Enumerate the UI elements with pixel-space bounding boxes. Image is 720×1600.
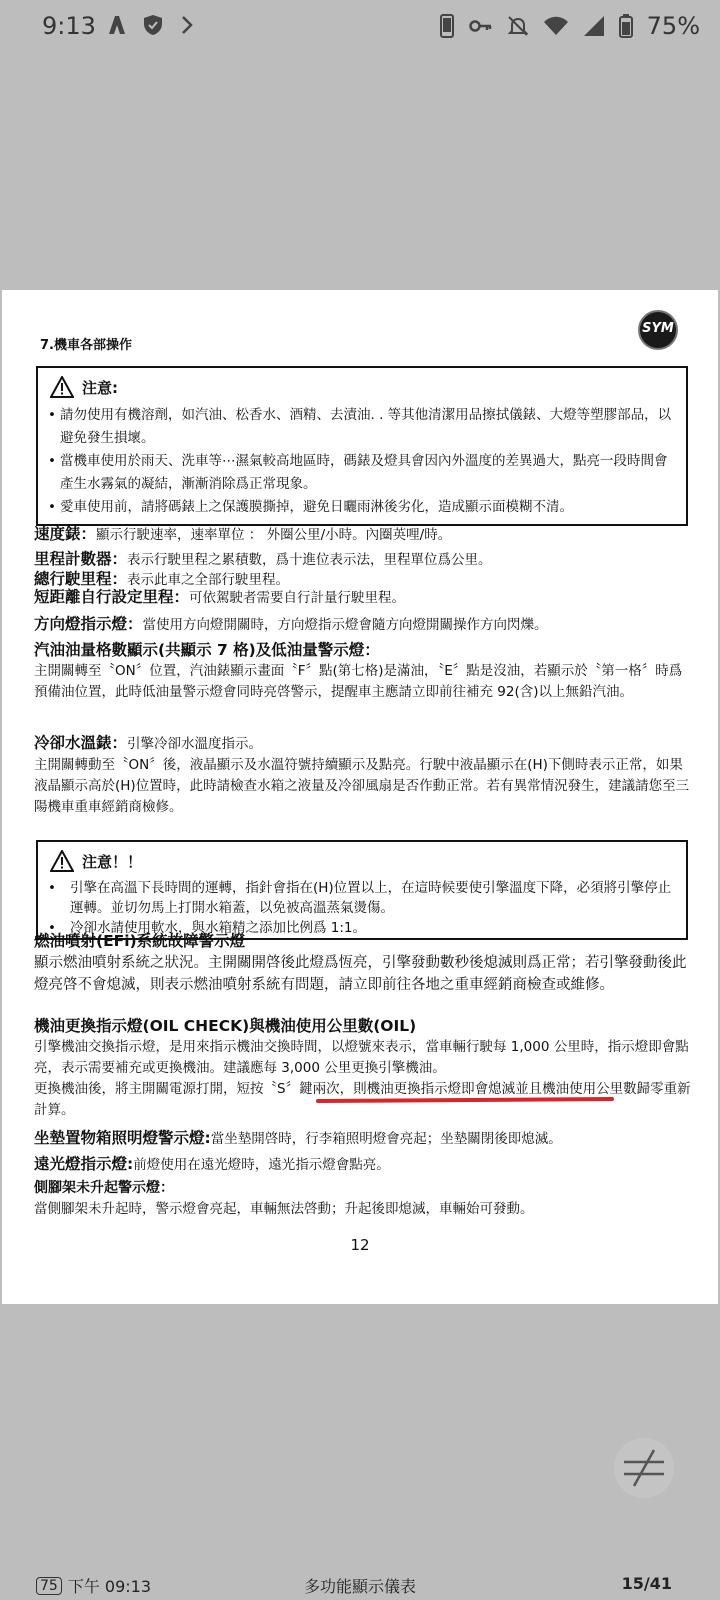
caution-title: 注意:	[50, 376, 676, 398]
caution-item: • 引擎在高溫下長時間的運轉，指針會指在(H)位置以上，在這時候要使引擎溫度下降，必須將引擎停止運轉。並切勿馬上打開水箱蓋，以免被高溫蒸氣燙傷。	[48, 878, 676, 918]
chapter-title: 7.機車各部操作	[40, 338, 132, 353]
shield-icon	[142, 14, 164, 36]
total-mileage-section: 總行駛里程：表示此車之全部行駛里程。	[34, 570, 290, 588]
caution-title-2: 注意！！	[50, 850, 676, 872]
status-time: 9:13	[42, 12, 96, 40]
side-stand-section: 側腳架未升起警示燈： 當側腳架未升起時，警示燈會亮起，車輛無法啓動；升起後即熄滅，車輛始可發動。	[34, 1178, 694, 1220]
speedometer-section: 速度錶：顯示行駛速率，速率單位 ： 外圈公里/小時。內圈英哩/時。	[34, 525, 452, 543]
caution-item: • 愛車使用前，請將碼錶上之保護膜撕掉，避免日曬雨淋後劣化，造成顯示面模糊不清。	[48, 496, 676, 519]
caution-item: • 冷卻水請使用軟水，與水箱精之添加比例爲 1:1。	[48, 918, 676, 938]
turn-indicator-section: 方向燈指示燈：當使用方向燈開關時，方向燈指示燈會隨方向燈開關操作方向閃爍。	[34, 615, 548, 633]
document-page	[2, 290, 718, 1304]
navigation-icon	[106, 14, 128, 36]
fuel-text: 主開關轉至〝ON〞位置，汽油錶顯示畫面〝F〞點(第七格)是滿油，〝E〞點是沒油，若顯示於〝第一格〞時爲預備油位置，此時低油量警示燈會同時亮啓警示，提醒車主應請立即前往補充 92(含)以上無鉛汽油。	[34, 663, 683, 700]
caution-item: • 請勿使用有機溶劑，如汽油、松香水、酒精、去漬油. . 等其他清潔用品擦拭儀錶、大燈等塑膠部品，以避免發生損壞。	[48, 404, 676, 450]
key-icon	[469, 18, 493, 34]
battery-badge: 75	[36, 1577, 62, 1595]
oil-highlight: 建議應每 3,000 公里更換引擎機油。	[223, 1060, 446, 1076]
oil-section: 機油更換指示燈(OIL CHECK)與機油使用公里數(OIL) 引擎機油交換指示燈，是用來指示機油交換時間，以燈號來表示，當車輛行駛每 1,000 公里時，指示燈即會點亮，表示需要補充或更換機油。建議應每 3,000 公里更換引擎機油。 更換機油後，將主開關電源打開，短按〝S〞鍵兩次，則機油更換指示燈即會熄滅並且機油使用公里數歸零重新計算。	[34, 1016, 694, 1121]
efi-text: 顯示燃油噴射系統之狀況。主開關開啓後此燈爲恆亮，引擎發動數秒後熄滅則爲正常；若引擎發動後此燈亮啓不會熄滅，則表示燃油噴射系統有問題，請立即前往各地之重車經銷商檢查或維修。	[34, 955, 687, 993]
bottom-bar	[0, 1570, 720, 1600]
wifi-icon	[543, 16, 569, 36]
page-counter: 15/41	[621, 1574, 672, 1593]
caution-item: • 當機車使用於雨天、洗車等⋯濕氣較高地區時，碼錶及燈具會因內外溫度的差異過大，點亮一段時間會產生水霧氣的凝結，漸漸消除爲正常現象。	[48, 450, 676, 496]
bottom-time: 下午 09:13	[67, 1577, 152, 1596]
coolant-text: 主開關轉動至〝ON〞後，液晶顯示及水溫符號持續顯示及點亮。行駛中液晶顯示在(H)下側時表示正常，如果液晶顯示高於(H)位置時，此時請檢查水箱之液量及冷卻風扇是否作動正常。若有異常情況發生，建議請您至三陽機車重車經銷商檢修。	[34, 757, 690, 815]
battery-icon	[619, 14, 633, 38]
fuel-heading: 汽油油量格數顯示(共顯示 7 格)及低油量警示燈：	[34, 641, 380, 659]
efi-heading: 燃油噴射(EFi)系統故障警示燈	[34, 932, 246, 950]
bell-off-icon	[507, 15, 529, 37]
seat-light-section: 坐墊置物箱照明燈警示燈:當坐墊開啓時，行李箱照明燈會亮起；坐墊關閉後即熄滅。	[34, 1129, 562, 1147]
reading-mode-button[interactable]	[614, 1438, 674, 1498]
side-stand-heading: 側腳架未升起警示燈：	[34, 1180, 174, 1196]
phone-icon	[439, 14, 455, 38]
oil-heading: 機油更換指示燈(OIL CHECK)與機油使用公里數(OIL)	[34, 1017, 417, 1035]
page-number: 12	[350, 1236, 370, 1254]
coolant-section: 冷卻水溫錶：引擎冷卻水溫度指示。 主開關轉動至〝ON〞後，液晶顯示及水溫符號持續顯示及點亮。行駛中液晶顯示在(H)下側時表示正常，如果液晶顯示高於(H)位置時，此時請檢查水箱之液量及冷卻風扇是否作動正常。若有異常情況發生，建議請您至三陽機車重車經銷商檢修。	[34, 733, 694, 818]
fuel-section	[34, 640, 694, 703]
warning-icon	[50, 850, 74, 872]
status-bar	[0, 0, 720, 56]
sym-logo: SYM	[638, 310, 678, 350]
status-right-icons	[439, 12, 700, 40]
status-left-icons	[106, 14, 196, 36]
caution-box	[36, 366, 688, 526]
trip-section: 短距離自行設定里程：可依駕駛者需要自行計量行駛里程。	[34, 588, 406, 606]
document-title: 多功能顯示儀表	[303, 1577, 416, 1596]
chevron-right-icon	[178, 14, 196, 36]
warning-icon	[50, 376, 74, 398]
odometer-section: 里程計數器：表示行駛里程之累積數，爲十進位表示法，里程單位爲公里。	[34, 550, 492, 568]
high-beam-section: 遠光燈指示燈:前燈使用在遠光燈時，遠光指示燈會點亮。	[34, 1155, 390, 1173]
efi-section	[34, 930, 694, 996]
caution-box-2	[36, 840, 688, 940]
battery-percent: 75%	[646, 12, 700, 40]
signal-icon	[583, 15, 605, 37]
not-equal-icon	[614, 1438, 674, 1498]
